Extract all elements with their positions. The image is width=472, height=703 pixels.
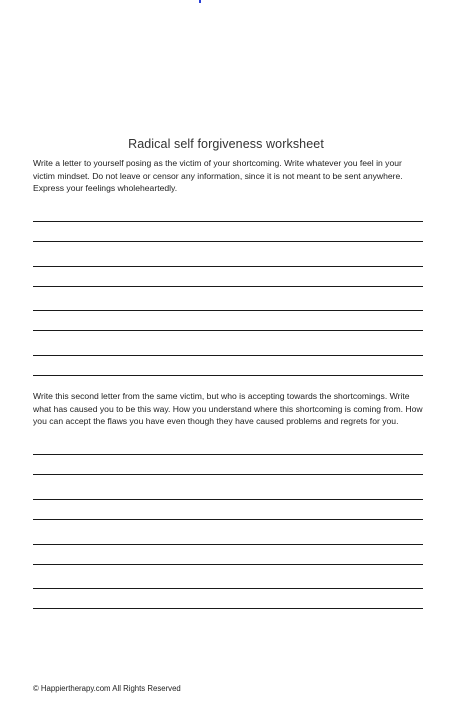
writing-line[interactable] [33, 375, 423, 376]
copyright-footer: © Happiertherapy.com All Rights Reserved [33, 684, 181, 693]
writing-line[interactable] [33, 454, 423, 455]
section1-instruction: Write a letter to yourself posing as the victim of your shortcoming. Write whatever you feel in your victim mindset. Do not leave or censor any information, since it is not meant to be sent anywhere. Express your feelings wholeheartedly. [33, 158, 403, 194]
writing-line[interactable] [33, 286, 423, 287]
writing-line[interactable] [33, 241, 423, 242]
writing-line[interactable] [33, 266, 423, 267]
writing-line[interactable] [33, 221, 423, 222]
writing-line[interactable] [33, 355, 423, 356]
writing-line[interactable] [33, 519, 423, 520]
writing-line[interactable] [33, 544, 423, 545]
top-mark [199, 0, 201, 3]
writing-line[interactable] [33, 588, 423, 589]
writing-line[interactable] [33, 330, 423, 331]
writing-line[interactable] [33, 474, 423, 475]
writing-line[interactable] [33, 608, 423, 609]
worksheet-title: Radical self forgiveness worksheet [128, 137, 324, 151]
writing-line[interactable] [33, 564, 423, 565]
writing-line[interactable] [33, 310, 423, 311]
writing-line[interactable] [33, 499, 423, 500]
section2-instruction: Write this second letter from the same victim, but who is accepting towards the shortcomings. Write what has caused you to be this way. How you understand where this shortcoming is coming from. How you can accept the flaws you have even though they have caused problems and regrets for you. [33, 391, 423, 427]
